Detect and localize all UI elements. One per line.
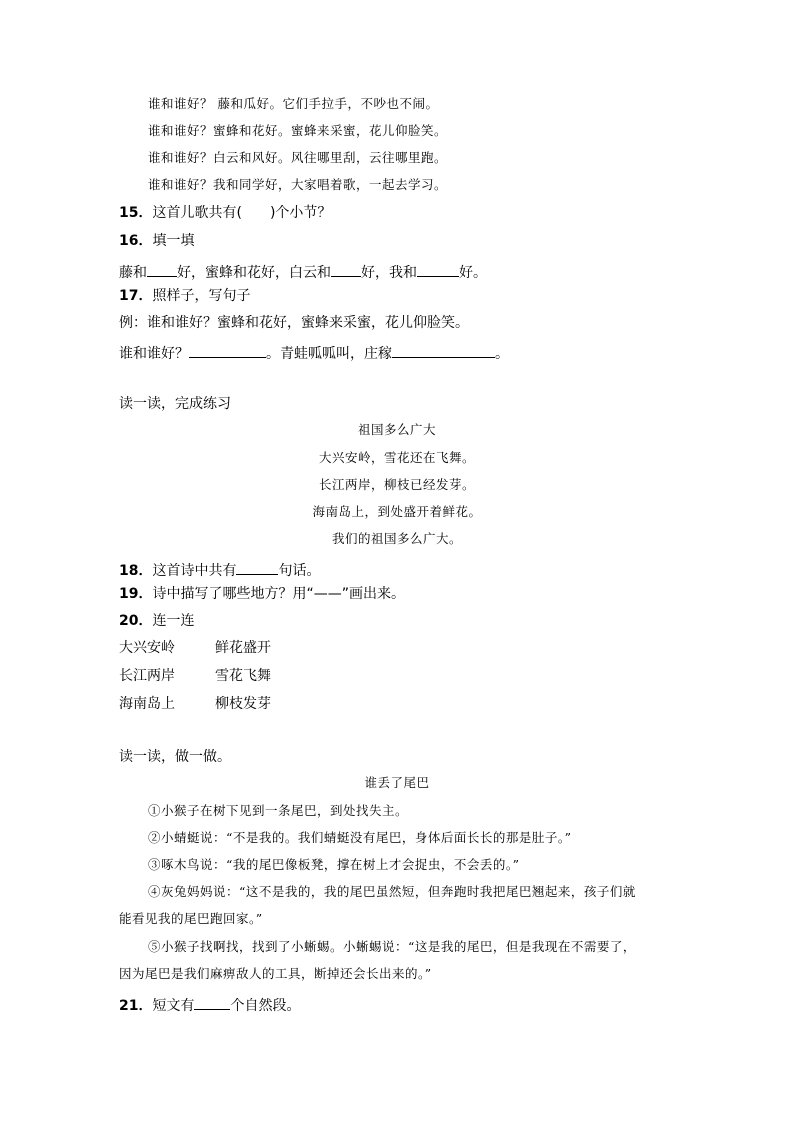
question-text: 个自然段。	[230, 998, 301, 1014]
text-segment: 好，我和	[361, 265, 417, 281]
story-paragraph-4-cont: 能看见我的尾巴跑回家。”	[119, 911, 263, 926]
story-paragraph-2: ②小蜻蜓说：“不是我的。我们蜻蜓没有尾巴，身体后面长长的那是肚子。”	[148, 830, 572, 845]
match-right-item[interactable]: 鲜花盛开	[215, 640, 271, 656]
match-right-item[interactable]: 柳枝发芽	[215, 696, 271, 712]
question-number: 19．	[119, 586, 153, 602]
text-segment: 好，蜜蜂和花好，白云和	[177, 265, 331, 281]
question-number: 15．	[119, 205, 153, 221]
fill-in-line	[119, 262, 487, 280]
question-text: 句话。	[278, 563, 321, 579]
story-paragraph-4: ④灰兔妈妈说：“这不是我的，我的尾巴虽然短，但奔跑时我把尾巴翘起来，孩子们就	[148, 884, 636, 899]
write-sentence-line	[119, 343, 509, 361]
question-20	[119, 614, 194, 628]
story-paragraph-5: ⑤小猴子找啊找，找到了小蜥蜴。小蜥蜴说：“这是我的尾巴，但是我现在不需要了，	[148, 939, 636, 954]
question-16	[119, 234, 194, 248]
section-heading: 读一读，做一做。	[119, 749, 231, 765]
story-paragraph-5-cont: 因为尾巴是我们麻痹敌人的工具，断掉还会长出来的。”	[119, 966, 432, 981]
answer-blank[interactable]	[147, 262, 177, 277]
question-18	[119, 560, 320, 578]
example-sentence: 例：谁和谁好？蜜蜂和花好，蜜蜂来采蜜，花儿仰脸笑。	[119, 315, 469, 331]
question-text: 这首诗中共有	[152, 563, 237, 579]
question-number: 18．	[119, 563, 153, 579]
question-15	[119, 206, 331, 220]
text-segment: 。青蛙呱呱叫，庄稼	[266, 346, 392, 362]
question-number: 17．	[119, 288, 153, 304]
answer-blank[interactable]	[417, 262, 459, 277]
answer-blank[interactable]	[194, 995, 230, 1010]
story-paragraph-1: ①小猴子在树下见到一条尾巴，到处找失主。	[148, 803, 409, 818]
question-text: )个小节？	[269, 205, 332, 221]
answer-blank[interactable]	[236, 560, 278, 575]
question-number: 21．	[119, 998, 153, 1014]
poem-title: 祖国多么广大	[357, 422, 436, 437]
poem-line-4: 我们的祖国多么广大。	[331, 531, 462, 546]
question-text: 短文有	[152, 998, 195, 1014]
poem-line-1: 谁和谁好？ 藤和瓜好。它们手拉手，不吵也不闹。	[148, 96, 439, 111]
match-right-item[interactable]: 雪花飞舞	[215, 668, 271, 684]
question-19	[119, 587, 405, 601]
poem-line-3: 谁和谁好？白云和风好。风往哪里刮，云往哪里跑。	[148, 150, 448, 165]
story-paragraph-3: ③啄木鸟说：“我的尾巴像板凳，撑在树上才会捉虫，不会丢的。”	[148, 857, 520, 872]
poem-line-4: 谁和谁好？我和同学好，大家唱着歌，一起去学习。	[148, 177, 448, 192]
section-heading: 读一读，完成练习	[119, 396, 231, 412]
question-number: 16．	[119, 233, 153, 249]
question-text: 诗中描写了哪些地方？用“——”画出来。	[152, 586, 405, 602]
answer-blank[interactable]	[392, 343, 495, 358]
answer-blank[interactable]	[331, 262, 361, 277]
story-title: 谁丢了尾巴	[364, 775, 430, 790]
question-title: 填一填	[152, 233, 195, 249]
question-text: 这首儿歌共有(	[152, 205, 242, 221]
poem-line-3: 海南岛上，到处盛开着鲜花。	[312, 504, 482, 519]
text-segment: 藤和	[119, 265, 147, 281]
match-left-item[interactable]: 大兴安岭	[119, 640, 175, 656]
question-title: 连一连	[152, 613, 195, 629]
poem-line-1: 大兴安岭，雪花还在飞舞。	[318, 450, 475, 465]
answer-blank[interactable]	[189, 343, 266, 358]
poem-line-2: 长江两岸，柳枝已经发芽。	[318, 477, 475, 492]
poem-line-2: 谁和谁好？蜜蜂和花好。蜜蜂来采蜜，花儿仰脸笑。	[148, 123, 448, 138]
text-segment: 。	[495, 346, 509, 362]
question-title: 照样子，写句子	[152, 288, 251, 304]
question-21	[119, 995, 300, 1013]
text-segment: 好。	[459, 265, 487, 281]
question-17	[119, 289, 250, 303]
match-left-item[interactable]: 长江两岸	[119, 668, 175, 684]
question-number: 20．	[119, 613, 153, 629]
match-left-item[interactable]: 海南岛上	[119, 696, 175, 712]
text-segment: 谁和谁好？	[119, 346, 189, 362]
